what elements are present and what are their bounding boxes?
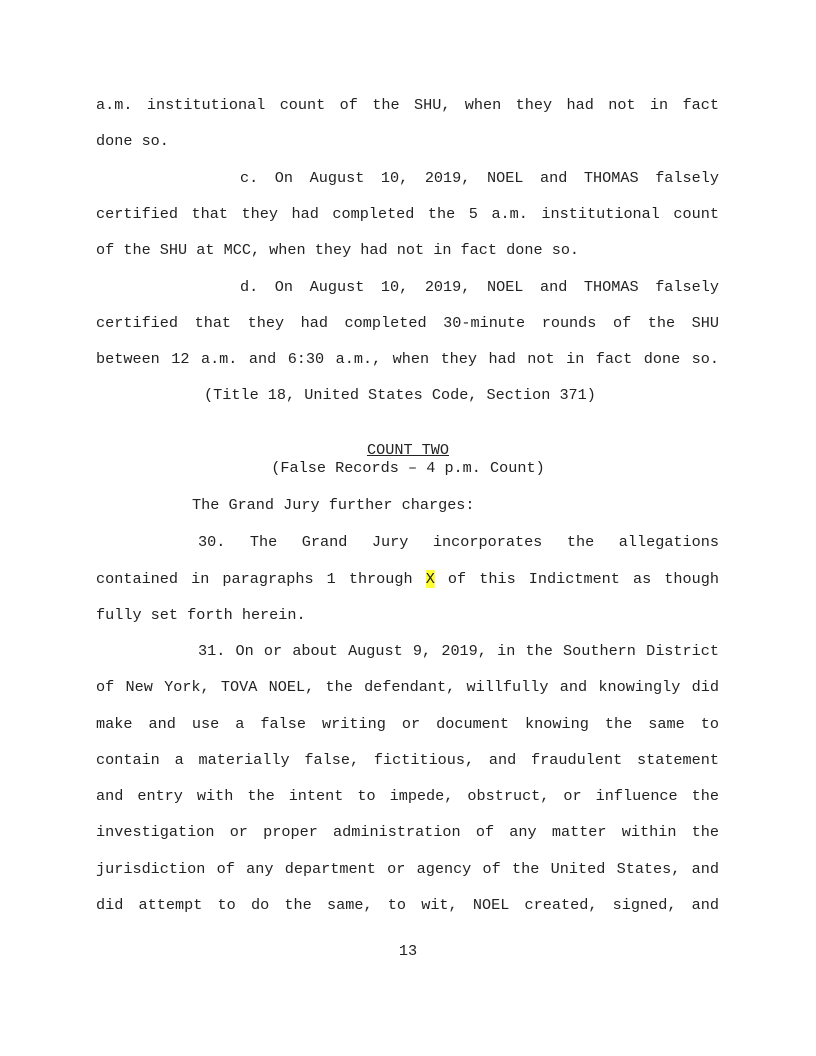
- body-line: done so.: [96, 132, 169, 150]
- body-line: between 12 a.m. and 6:30 a.m., when they had not in fact done so.: [96, 350, 719, 368]
- text-segment: of this Indictment as though: [434, 570, 719, 588]
- subparagraph-c: c. On August 10, 2019, NOEL and THOMAS falsely: [240, 169, 719, 187]
- paragraph-31-line: investigation or proper administration of any matter within the: [96, 823, 719, 841]
- highlighted-placeholder: X: [425, 570, 435, 588]
- paragraph-31-line: and entry with the intent to impede, obstruct, or influence the: [96, 787, 719, 805]
- body-line: of the SHU at MCC, when they had not in fact done so.: [96, 241, 580, 259]
- body-line: certified that they had completed 30-minute rounds of the SHU: [96, 314, 719, 332]
- count-title-text: COUNT TWO: [366, 441, 450, 459]
- paragraph-31-line: contain a materially false, fictitious, and fraudulent statement: [96, 751, 719, 769]
- paragraph-31-line: make and use a false writing or document knowing the same to: [96, 715, 719, 733]
- body-line: a.m. institutional count of the SHU, when they had not in fact: [96, 96, 719, 114]
- text-segment: contained in paragraphs 1 through: [96, 570, 426, 588]
- page-number: 13: [398, 942, 418, 960]
- paragraph-31-line: jurisdiction of any department or agency of the United States, and: [96, 860, 719, 878]
- paragraph-31: 31. On or about August 9, 2019, in the Southern District: [198, 642, 719, 660]
- paragraph-31-line: did attempt to do the same, to wit, NOEL created, signed, and: [96, 896, 719, 914]
- body-line: certified that they had completed the 5 a.m. institutional count: [96, 205, 719, 223]
- subparagraph-d: d. On August 10, 2019, NOEL and THOMAS falsely: [240, 278, 719, 296]
- paragraph-30-line: [96, 570, 719, 588]
- intro-line: The Grand Jury further charges:: [192, 496, 475, 514]
- paragraph-31-line: of New York, TOVA NOEL, the defendant, willfully and knowingly did: [96, 678, 719, 696]
- count-subtitle: (False Records – 4 p.m. Count): [271, 459, 545, 477]
- paragraph-30-line: fully set forth herein.: [96, 606, 306, 624]
- statute-citation: (Title 18, United States Code, Section 371): [204, 386, 596, 404]
- paragraph-30: 30. The Grand Jury incorporates the allegations: [198, 533, 719, 551]
- count-title: [0, 441, 816, 459]
